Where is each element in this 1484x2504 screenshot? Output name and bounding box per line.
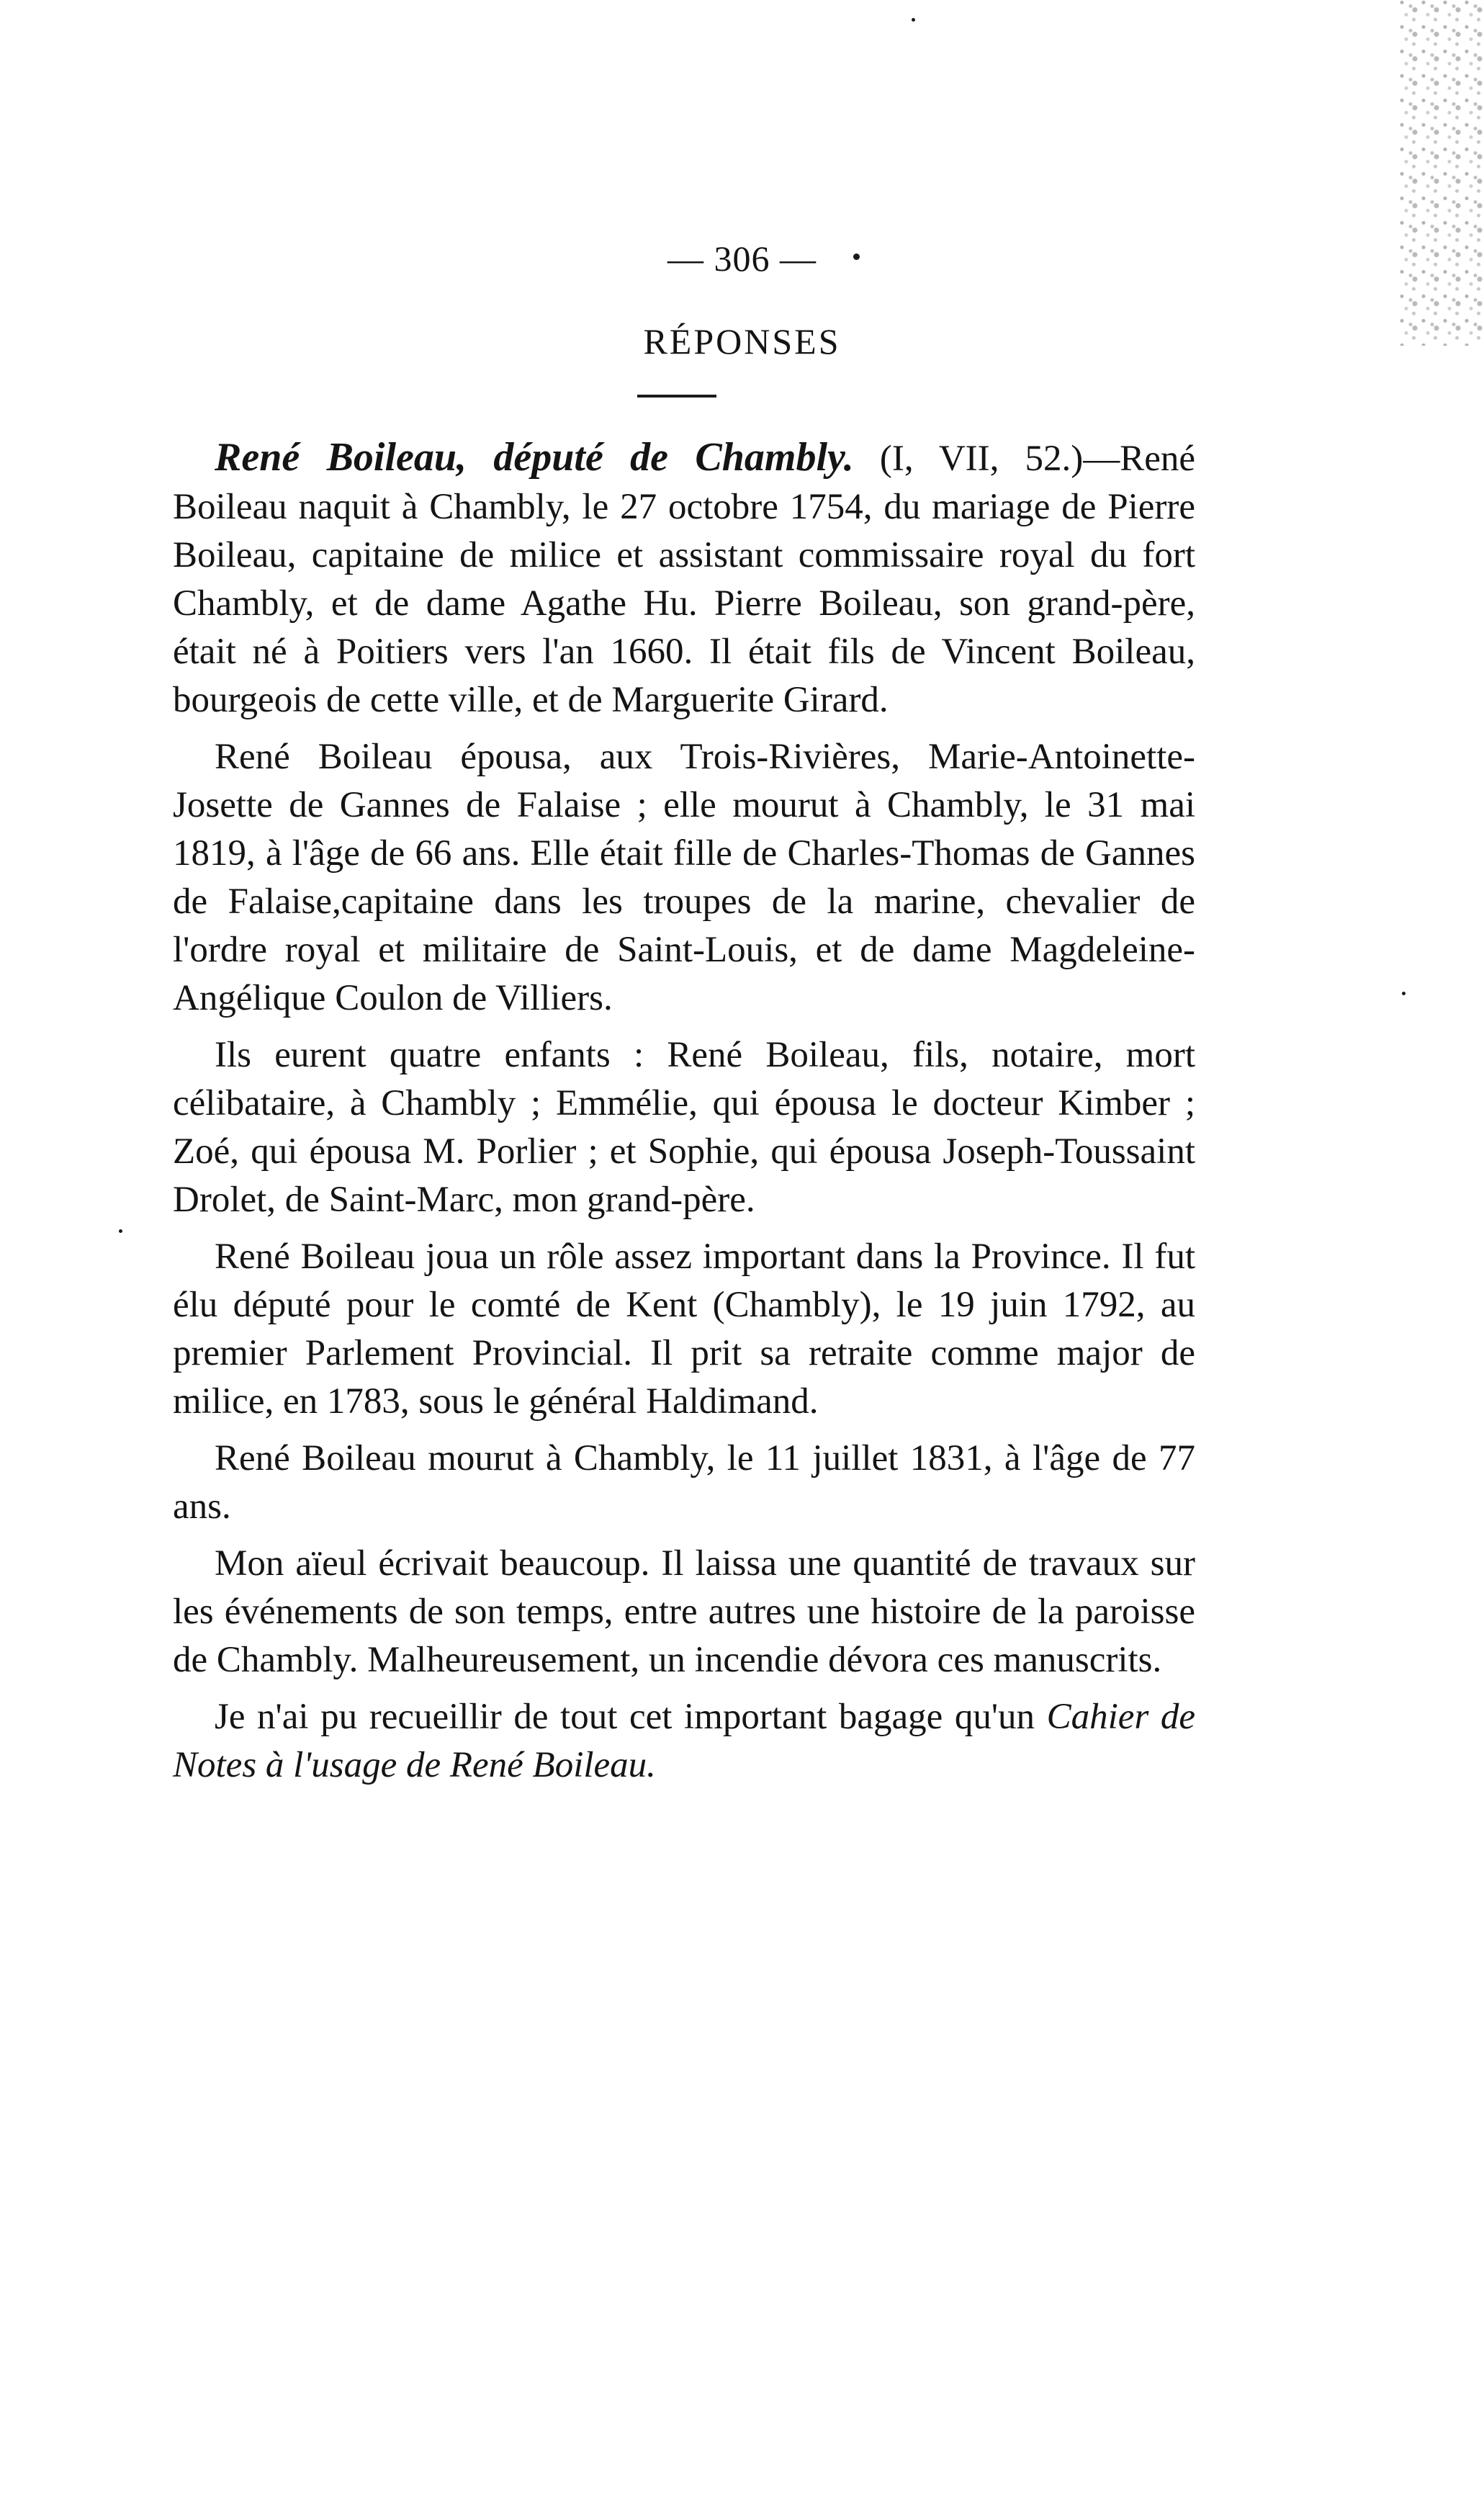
- paragraph-text: Je n'ai pu recueillir de tout cet important bagage qu'un: [215, 1697, 1047, 1737]
- page-number: — 306 —: [667, 238, 817, 279]
- title-divider: [637, 395, 716, 398]
- article-paragraph: [173, 1693, 1195, 1790]
- scan-speck: [912, 18, 915, 22]
- scan-speck: [1402, 992, 1406, 995]
- article-heading: René Boileau, député de Chambly.: [215, 435, 854, 480]
- scan-edge-noise: [1398, 0, 1484, 346]
- paragraph-text: René Boileau naquit à Chambly, le 27 octobre 1754, du mariage de Pierre Boileau, capitaine de milice et assistant commissaire royal du fort Chambly, et de dame Agathe Hu. Pierre Boileau, son grand-père, était né à Poitiers vers l'an 1660. Il était fils de Vincent Boileau, bourgeois de cette ville, et de Marguerite Girard.: [173, 439, 1196, 720]
- article-paragraph: Mon aïeul écrivait beaucoup. Il laissa une quantité de travaux sur les événements de son temps, entre autres une histoire de la paroisse de Chambly. Malheureusement, un incendie dévora ces manuscrits.: [173, 1543, 1195, 1680]
- section-title: RÉPONSES: [643, 321, 841, 362]
- article-reference: (I, VII, 52.)—: [853, 439, 1120, 479]
- article-body: [173, 434, 1195, 1798]
- article-paragraph: Ils eurent quatre enfants : René Boileau, fils, notaire, mort célibataire, à Chambly ; Emmélie, qui épousa le docteur Kimber ; Zoé, qui épousa M. Porlier ; et Sophie, qui épousa Joseph-Toussaint Drolet, de Saint-Marc, mon grand-père.: [173, 1035, 1195, 1220]
- article-paragraph: René Boileau joua un rôle assez important dans la Province. Il fut élu député pour le comté de Kent (Chambly), le 19 juin 1792, au premier Parlement Provincial. Il prit sa retraite comme major de milice, en 1783, sous le général Haldimand.: [173, 1237, 1195, 1422]
- article-paragraph: René Boileau épousa, aux Trois-Rivières, Marie-Antoinette-Josette de Gannes de Falaise ; elle mourut à Chambly, le 31 mai 1819, à l'âge de 66 ans. Elle était fille de Charles-Thomas de Gannes de Falaise,capitaine dans les troupes de la marine, chevalier de l'ordre royal et militaire de Saint-Louis, et de dame Magdeleine-Angélique Coulon de Villiers.: [173, 737, 1195, 1018]
- article-paragraph: René Boileau mourut à Chambly, le 11 juillet 1831, à l'âge de 77 ans.: [173, 1438, 1195, 1527]
- article-paragraph: [173, 434, 1195, 724]
- scan-speck: [119, 1229, 122, 1233]
- italic-title: Cahier de Notes à l'usage de René Boileau.: [173, 1697, 1196, 1785]
